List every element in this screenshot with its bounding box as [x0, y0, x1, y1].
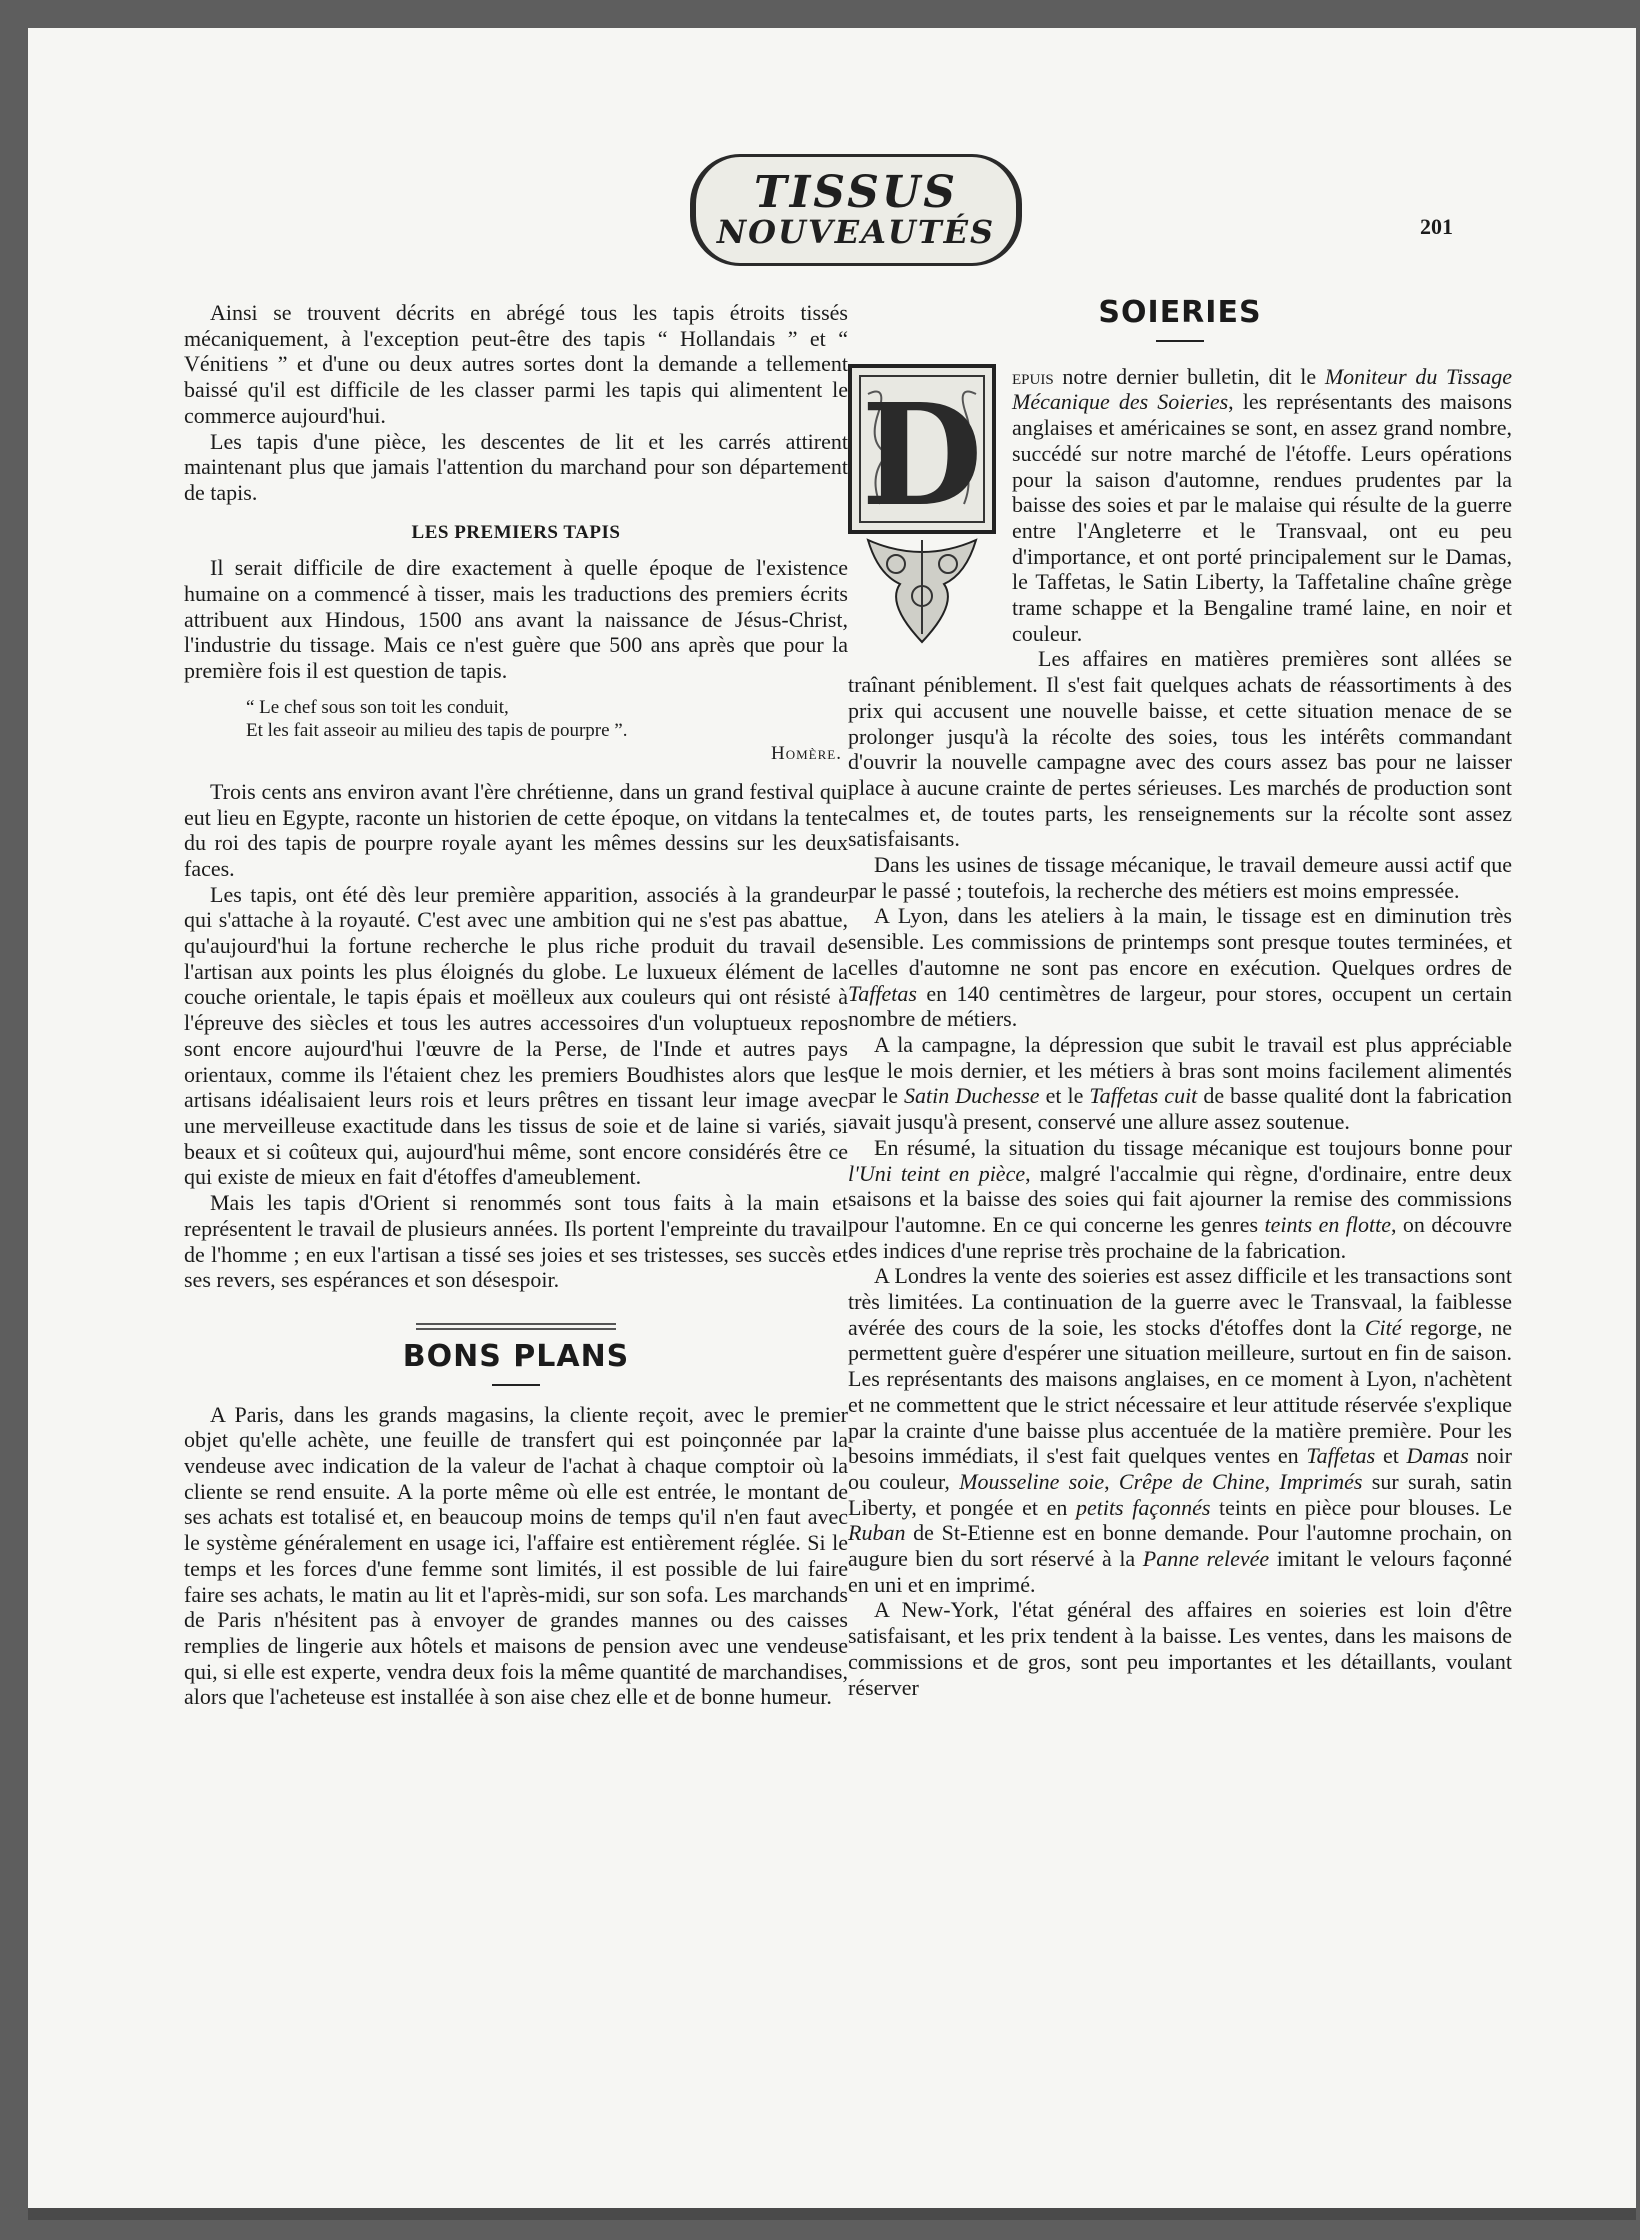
italic-run: petits façonnés	[1075, 1494, 1211, 1520]
paragraph: A Paris, dans les grands magasins, la cliente reçoit, avec le premier objet qu'elle achète, une feuille de transfert qui est poinçonnée par la vendeuse avec indication de la valeur de l'achat à chaque comptoir où la cliente se rend ensuite. A la porte même où elle est entrée, le montant de ses achats est totalisé et, en beaucoup moins de temps qu'il n'en faut avec le système généralement en usage ici, l'affaire est entièrement réglée. Si le temps et les forces d'une femme sont limités, il est possible de lui faire faire ses achats, le matin au lit et l'après-midi, sur son sofa. Les marchands de Paris n'hésitent pas à envoyer de grandes mannes ou des caisses remplies de lingerie aux hôtels et maisons de pension avec une vendeuse qui, si elle est experte, vendra deux fois la même quantité de marchandises, alors que l'acheteuse est installée à son aise chez elle et de bonne humeur.	[184, 1401, 848, 1710]
italic-run: Ruban	[848, 1520, 906, 1546]
paragraph: Les affaires en matières premières sont allées se traînant péniblement. Il s'est fait quelques achats de réassortiments à des prix qui accusent une nouvelle baisse, et cette situation menace de se prolonger jusqu'à la récolte des soies, tous les intérêts commandant d'ouvrir la nouvelle campagne avec des cours assez bas pour ne laisser place à aucune crainte de pertes sérieuses. Les marchés de production sont calmes et, de toutes parts, les renseignements sur la récolte sont assez satisfaisants.	[848, 646, 1512, 852]
italic-run: Panne relevée	[1142, 1546, 1270, 1572]
text-run: de St-Etienne est en bonne demande. Pour l'automne prochain, on augure bien du sort réservé à la	[848, 1520, 1512, 1572]
text-run: A Londres la vente des soieries est assez difficile et les transactions sont très limitées. La continuation de la guerre avec le Transvaal, la faiblesse avérée des cours de la soie, les stocks d'étoffes dont la	[848, 1263, 1512, 1340]
text-run: noir ou couleur,	[848, 1443, 1512, 1494]
paragraph	[848, 1135, 1512, 1264]
text-run: en 140 centimètres de largeur, pour stores, occupent un certain nombre de métiers.	[848, 980, 1512, 1032]
left-column	[184, 300, 848, 1710]
italic-run: Imprimés	[1279, 1468, 1363, 1494]
paragraph	[848, 1263, 1512, 1597]
section-divider	[416, 1323, 616, 1330]
masthead-line1: TISSUS	[753, 167, 959, 218]
text-run: , on découvre des indices d'une reprise très prochaine de la fabrication.	[848, 1211, 1512, 1263]
text-run: imitant le velours façonné en uni et en imprimé.	[848, 1546, 1512, 1597]
subheading: LES PREMIERS TAPIS	[411, 521, 621, 543]
italic-run: Taffetas	[848, 980, 917, 1006]
italic-run: Taffetas	[1306, 1443, 1376, 1469]
paragraph: Les tapis d'une pièce, les descentes de lit et les carrés attirent maintenant plus que jamais l'attention du marchand pour son département de tapis.	[184, 428, 848, 505]
italic-run: Satin Duchesse	[904, 1083, 1040, 1109]
text-run: , malgré l'accalmie qui règne, d'ordinaire, entre deux saisons et la baisse des soies qui fait ajourner la remise des commissions pour l'automne. En ce qui concerne les genres	[848, 1160, 1513, 1237]
paragraph: Les tapis, ont été dès leur première apparition, associés à la grandeur qui s'attache à la royauté. C'est avec une ambition qui ne s'est pas abattue, qu'aujourd'hui la fortune recherche le plus riche produit du travail de l'artisan aux points les plus éloignés du globe. Le luxueux élément de la couche orientale, le tapis épais et moëlleux aux couleurs qui ont résisté à l'épreuve des siècles et tous les autres accessoires d'un voluptueux repos sont encore aujourd'hui l'œuvre de la Perse, de l'Inde et autres pays orientaux, comme ils l'étaient chez les premiers Boudhistes alors que les artisans idéalisaient leurs rois et leurs prêtres en tissant leur image avec une merveilleuse exactitude dans les tissus de soie et de laine si variés, si beaux et si coûteux qui, aujourd'hui même, sont encore considérés être ce qui existe de mieux en fait d'étoffes d'ameublement.	[184, 881, 848, 1190]
italic-run: Crêpe de Chine	[1118, 1468, 1265, 1494]
section-title-soieries: SOIERIES	[1098, 295, 1262, 330]
paragraph: Ainsi se trouvent décrits en abrégé tous les tapis étroits tissés mécaniquement, à l'exception peut-être des tapis “ Hollandais ” et “ Vénitiens ” et d'une ou deux autres sortes dont la demande a tellement baissé qu'il est difficile de les classer parmi les tapis qui alimentent le commerce aujourd'hui.	[184, 300, 848, 428]
text-run: A la campagne, la dépression que subit le travail est plus appréciable que le mois dernier, et les métiers à bras sont moins facilement alimentés par le	[848, 1031, 1512, 1109]
smallcaps-opening: epuis	[1012, 363, 1054, 389]
text-run: notre dernier bulletin, dit le	[1053, 363, 1325, 389]
page-number: 201	[1420, 214, 1453, 239]
paragraph: Trois cents ans environ avant l'ère chrétienne, dans un grand festival qui eut lieu en Egypte, raconte un historien de cette époque, on vitdans la tente du roi des tapis de pourpre royale ayant les mêmes dessins sur les deux faces.	[184, 778, 848, 881]
paragraph: Dans les usines de tissage mécanique, le travail demeure aussi actif que par le passé ; toutefois, la recherche des métiers est moins empressée.	[848, 852, 1512, 903]
paragraph	[848, 1032, 1512, 1135]
verse-line: “ Le chef sous son toit les conduit,	[246, 696, 509, 718]
dropcap-letter: D	[861, 373, 983, 538]
text-run: regorge, ne permettent guère d'espérer une situation meilleure, surtout en fin de saison. Les représentants des maisons anglaises, en ce moment à Lyon, n'achètent et ne commettent que le strict nécessaire et leur attitude réservée s'explique par la crainte d'une baisse plus accentuée de la matière première. Pour les besoins immédiats, il s'est fait quelques ventes en	[848, 1314, 1512, 1469]
verse-author: Homère.	[771, 742, 842, 764]
ornamental-dropcap	[848, 364, 996, 646]
italic-run: teints en flotte	[1264, 1211, 1391, 1237]
italic-run: l'Uni teint en pièce	[848, 1160, 1026, 1186]
section-title-bons-plans: BONS PLANS	[402, 1338, 630, 1374]
text-run: , les représentants des maisons anglaises et américaines se sont, en assez grand nombre, succédé sur notre marché de l'étoffe. Leurs opérations pour la saison d'automne, rendues prudentes par la baisse des soies et par le malaise qui résulte de la guerre entre l'Angleterre et le Transvaal, ont eu peu d'importance, et ont porté principalement sur le Damas, le Taffetas, le Satin Liberty, la Taffetaline chaîne grège trame schappe et la Bengaline tramé laine, en noir et couleur.	[1012, 389, 1513, 646]
italic-run: Cité	[1364, 1314, 1402, 1340]
paragraph: Mais les tapis d'Orient si renommés sont tous faits à la main et représentent le travail de plusieurs années. Ils portent l'empreinte du travail de l'homme ; en eux l'artisan a tissé ses joies et ses tristesses, ses succès et ses revers, ses espérances et son désespoir.	[184, 1190, 848, 1293]
paragraph	[848, 903, 1512, 1032]
paragraph: Il serait difficile de dire exactement à quelle époque de l'existence humaine on a commencé à tisser, mais les traductions des premiers écrits attribuent aux Hindous, 1500 ans avant la naissance de Jésus-Christ, l'industrie du tissage. Mais ce n'est guère que 500 ans après que pour la première fois il est question de tapis.	[184, 555, 848, 684]
italic-run: Damas	[1406, 1443, 1469, 1469]
text-run: ,	[1264, 1468, 1280, 1494]
right-column	[848, 295, 1513, 1700]
text-run: de basse qualité dont la fabrication avait jusqu'à present, conservé une allure assez soutenue.	[848, 1083, 1513, 1135]
scan-edge	[28, 2208, 1636, 2220]
masthead-logo	[690, 154, 1022, 266]
page	[28, 28, 1636, 2220]
text-run: En résumé, la situation du tissage mécanique est toujours bonne pour	[874, 1134, 1512, 1160]
paragraph: A New-York, l'état général des affaires en soieries est loin d'être satisfaisant, et les prix tendent à la baisse. Les ventes, dans les maisons de commissions et de gros, sont peu importantes et les détaillants, voulant réserver	[848, 1597, 1512, 1700]
text-run: et le	[1039, 1083, 1090, 1109]
text-run: ,	[1104, 1468, 1119, 1494]
masthead-line2: NOUVEAUTÉS	[716, 213, 996, 251]
text-run: sur surah, satin Liberty, et pongée et en	[848, 1468, 1512, 1520]
verse-quote	[184, 696, 848, 765]
verse-line: Et les fait asseoir au milieu des tapis de pourpre ”.	[246, 719, 628, 741]
italic-run: Taffetas cuit	[1089, 1083, 1198, 1109]
text-run: A Lyon, dans les ateliers à la main, le tissage est en diminution très sensible. Les commissions de printemps sont presque toutes terminées, et celles d'automne ne sont pas encore en exécution. Quelques ordres de	[848, 903, 1512, 980]
text-run: teints en pièce pour blouses. Le	[1210, 1494, 1512, 1520]
italic-run: Mousseline soie	[959, 1468, 1105, 1494]
dropcap-ornament-icon	[848, 364, 996, 646]
text-run: et	[1375, 1443, 1407, 1469]
italic-run: Moniteur du Tissage Mécanique des Soieries	[1012, 363, 1512, 415]
